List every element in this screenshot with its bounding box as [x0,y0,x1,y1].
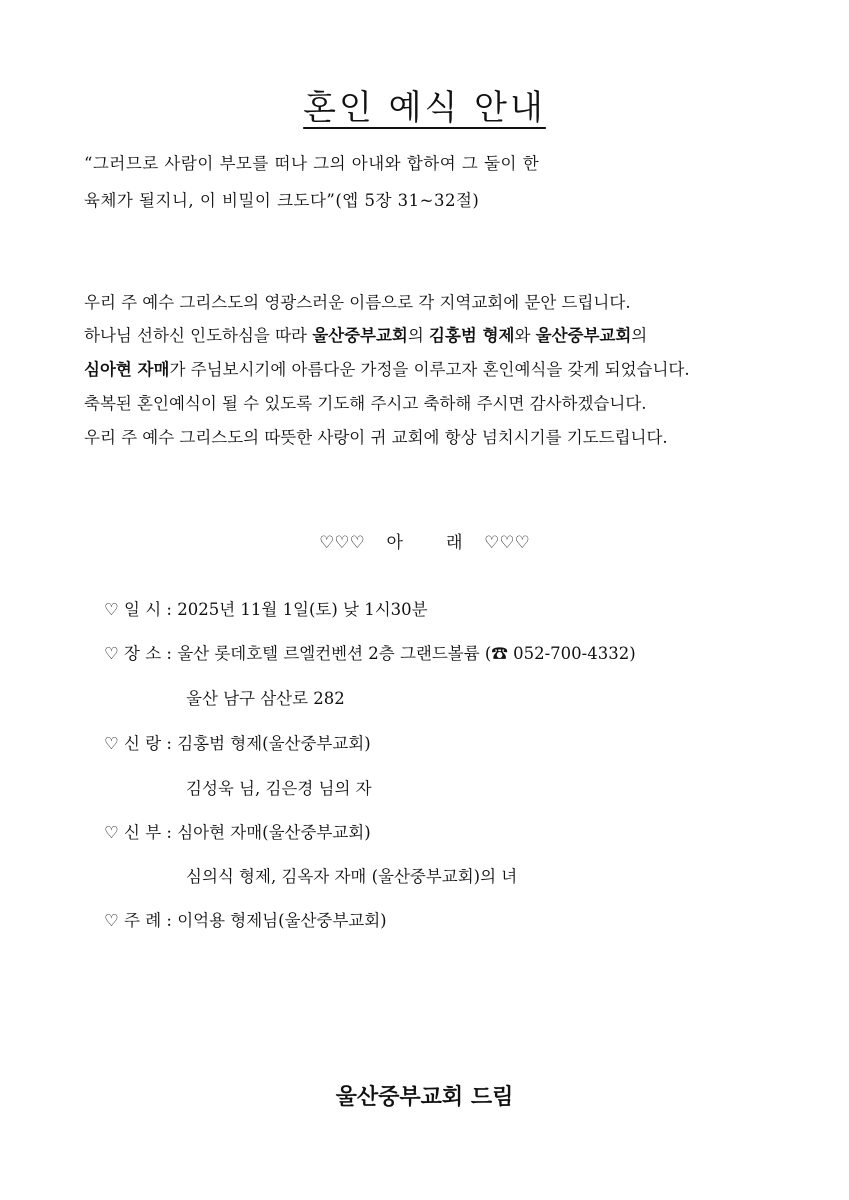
detail-groom: ♡ 신 랑 : 김홍범 형제(울산중부교회) [104,734,371,753]
detail-bride: ♡ 신 부 : 심아현 자매(울산중부교회) [104,823,371,842]
document-title [0,80,849,129]
sender-signature: 울산중부교회 드림 [335,1085,514,1110]
detail-officiant: ♡ 주 례 : 이억용 형제님(울산중부교회) [104,911,387,930]
details-heading: ♡♡♡ 아 래 ♡♡♡ [319,533,530,553]
groom-name: 김홍범 형제 [429,326,515,345]
church-name: 울산중부교회 [312,326,408,345]
detail-datetime: ♡ 일 시 : 2025년 11월 1일(토) 낮 1시30분 [104,600,428,619]
body-text: 와 [514,326,536,345]
detail-bride-parents: 심의식 형제, 김옥자 자매 (울산중부교회)의 녀 [186,867,518,886]
verse-line-2: 육체가 될지니, 이 비밀이 크도다”(엡 5장 31~32절) [84,191,480,210]
detail-venue: ♡ 장 소 : 울산 롯데호텔 르엘컨벤션 2층 그랜드볼륨 (☎ 052-700-4332) [104,644,636,663]
church-name: 울산중부교회 [535,326,632,345]
body-line-5: 우리 주 예수 그리스도의 따뜻한 사랑이 귀 교회에 항상 넘치시기를 기도드립니다. [84,428,668,447]
body-text: 의 [407,326,430,345]
body-text: 하나님 선하신 인도하심을 따라 [84,326,313,345]
body-line-1: 우리 주 예수 그리스도의 영광스러운 이름으로 각 지역교회에 문안 드립니다. [84,293,631,312]
detail-groom-parents: 김성욱 님, 김은경 님의 자 [186,779,372,798]
verse-line-1: “그러므로 사람이 부모를 떠나 그의 아내와 합하여 그 둘이 한 [84,154,540,173]
document-title-text: 혼인 예식 안내 [303,88,546,128]
bride-name: 심아현 자매 [84,360,170,379]
body-line-2 [84,322,647,346]
detail-address: 울산 남구 삼산로 282 [186,689,345,708]
body-line-4: 축복된 혼인예식이 될 수 있도록 기도해 주시고 축하해 주시면 감사하겠습니다. [84,394,647,413]
body-text: 가 주님보시기에 아름다운 가정을 이루고자 혼인예식을 갖게 되었습니다. [169,360,690,379]
body-text: 의 [631,326,648,345]
body-line-3 [84,356,690,380]
